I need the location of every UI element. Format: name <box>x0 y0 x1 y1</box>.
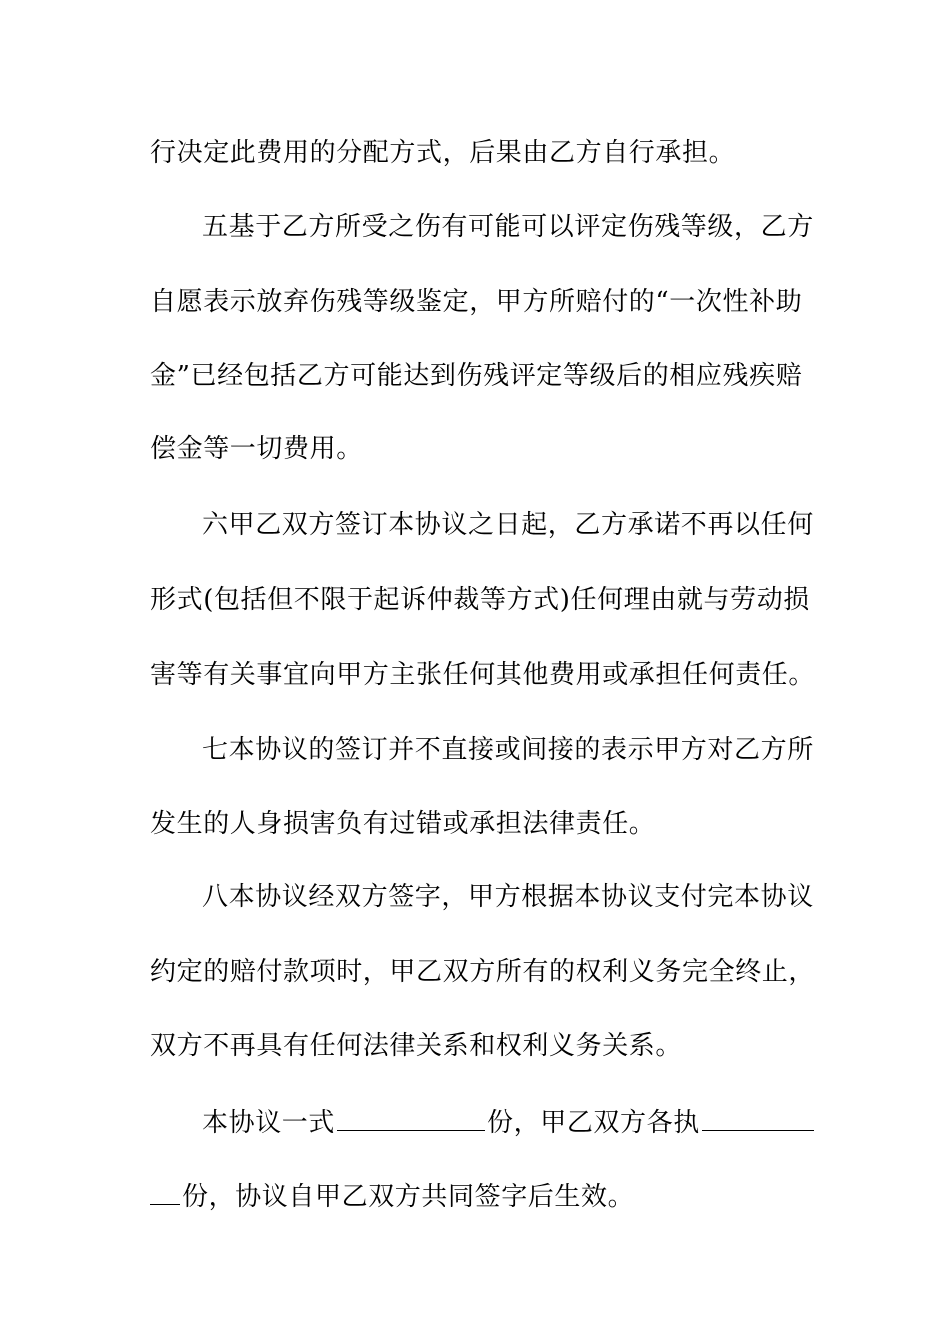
copies-line <box>202 1103 812 1143</box>
paragraph-line: 害等有关事宜向甲方主张任何其他费用或承担任何责任。 <box>150 660 816 690</box>
paragraph-line: 双方不再具有任何法律关系和权利义务关系。 <box>150 1031 683 1061</box>
each-party-copies-blank-continued[interactable] <box>150 1178 180 1205</box>
paragraph-line: 六甲乙双方签订本协议之日起，乙方承诺不再以任何 <box>202 510 814 540</box>
paragraph-line: 金”已经包括乙方可能达到伤残评定等级后的相应残疾赔 <box>150 361 803 391</box>
final-text: 份，协议自甲乙双方共同签字后生效。 <box>182 1182 635 1212</box>
paragraph-line: 形式(包括但不限于起诉仲裁等方式)任何理由就与劳动损 <box>150 585 810 615</box>
final-line <box>150 1177 810 1217</box>
paragraph-line: 七本协议的签订并不直接或间接的表示甲方对乙方所 <box>202 735 814 765</box>
paragraph-line: 偿金等一切费用。 <box>150 434 363 464</box>
paragraph-line: 五基于乙方所受之伤有可能可以评定伤残等级，乙方 <box>202 212 814 242</box>
paragraph-line: 行决定此费用的分配方式，后果由乙方自行承担。 <box>150 138 736 168</box>
copies-text-part2: 份，甲乙双方各执 <box>487 1108 700 1138</box>
copies-text-part1: 本协议一式 <box>202 1108 336 1138</box>
paragraph-line: 约定的赔付款项时，甲乙双方所有的权利义务完全终止， <box>150 957 816 987</box>
copies-count-blank[interactable] <box>337 1104 485 1131</box>
paragraph-line: 八本协议经双方签字，甲方根据本协议支付完本协议 <box>202 882 814 912</box>
each-party-copies-blank[interactable] <box>702 1104 814 1131</box>
paragraph-line: 自愿表示放弃伤残等级鉴定，甲方所赔付的“一次性补助 <box>150 287 803 317</box>
paragraph-line: 发生的人身损害负有过错或承担法律责任。 <box>150 809 656 839</box>
